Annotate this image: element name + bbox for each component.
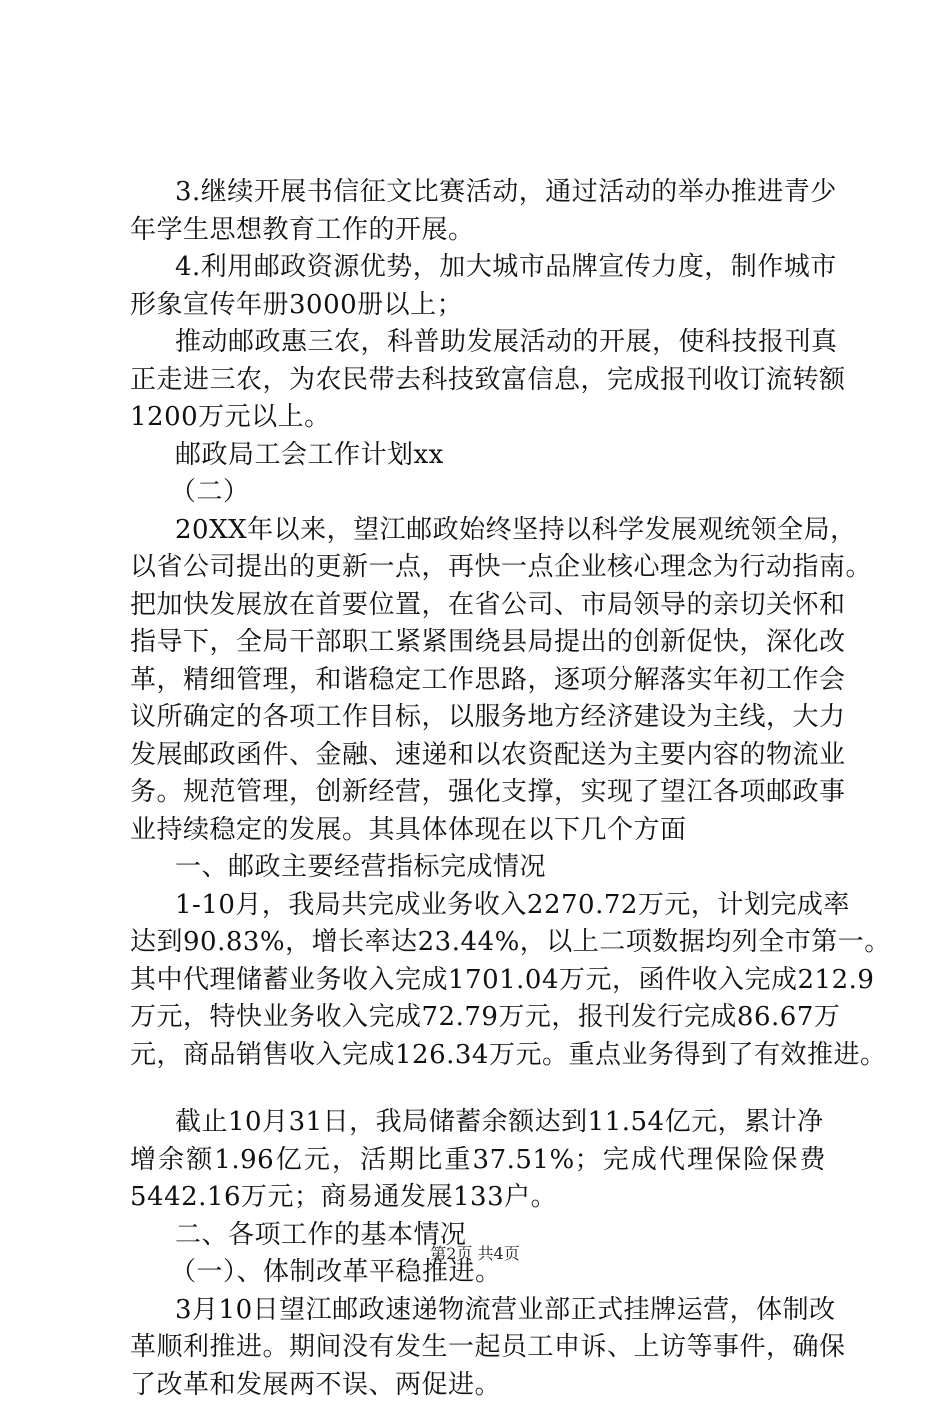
paragraph-line: 1200万元以上。 [130,399,830,437]
paragraph-line: 议所确定的各项工作目标，以服务地方经济建设为主线，大力 [130,699,830,737]
paragraph-line: 年学生思想教育工作的开展。 [130,212,830,250]
paragraph-line: 4.利用邮政资源优势，加大城市品牌宣传力度，制作城市 [130,249,830,287]
paragraph-line: 推动邮政惠三农，科普助发展活动的开展，使科技报刊真 [130,324,830,362]
paragraph-line: 务。规范管理，创新经营，强化支撑，实现了望江各项邮政事 [130,774,830,812]
paragraph-gap [130,1074,830,1104]
paragraph-line: 正走进三农，为农民带去科技致富信息，完成报刊收订流转额 [130,362,830,400]
paragraph-line: 20XX年以来，望江邮政始终坚持以科学发展观统领全局， [130,512,830,550]
paragraph-line: 发展邮政函件、金融、速递和以农资配送为主要内容的物流业 [130,737,830,775]
paragraph-line: 其中代理储蓄业务收入完成1701.04万元，函件收入完成212.9 [130,962,830,1000]
subsection-heading: （一）、体制改革平稳推进。 [130,1254,830,1292]
paragraph-line: 了改革和发展两不误、两促进。 [130,1367,830,1404]
paragraph-line: 增余额1.96亿元，活期比重37.51%；完成代理保险保费 [130,1142,826,1180]
paragraph-line: 革顺利推进。期间没有发生一起员工申诉、上访等事件，确保 [130,1329,830,1367]
paragraph-line: 把加快发展放在首要位置，在省公司、市局领导的亲切关怀和 [130,587,830,625]
section-heading: 二、各项工作的基本情况 [130,1217,830,1255]
paragraph-line: 截止10月31日，我局储蓄余额达到11.54亿元，累计净 [130,1104,830,1142]
paragraph-line: 5442.16万元；商易通发展133户。 [130,1179,830,1217]
paragraph-line: 业持续稳定的发展。其具体体现在以下几个方面 [130,812,830,850]
document-body [130,174,830,1404]
section-title: 邮政局工会工作计划xx [130,437,830,475]
paragraph-line: 元，商品销售收入完成126.34万元。重点业务得到了有效推进。 [130,1037,830,1075]
section-number: （二） [130,474,830,512]
paragraph-line: 1-10月，我局共完成业务收入2270.72万元，计划完成率 [130,887,830,925]
paragraph-line: 3月10日望江邮政速递物流营业部正式挂牌运营，体制改 [130,1292,830,1330]
paragraph-line: 以省公司提出的更新一点，再快一点企业核心理念为行动指南。 [130,549,830,587]
paragraph-line: 形象宣传年册3000册以上； [130,287,830,325]
section-heading: 一、邮政主要经营指标完成情况 [130,849,830,887]
paragraph-line: 3.继续开展书信征文比赛活动，通过活动的举办推进青少 [130,174,830,212]
page-footer: 第2页 共4页 [0,1244,950,1264]
paragraph-line: 万元，特快业务收入完成72.79万元，报刊发行完成86.67万 [130,999,830,1037]
paragraph-line: 达到90.83%，增长率达23.44%，以上二项数据均列全市第一。 [130,924,830,962]
paragraph-line: 指导下，全局干部职工紧紧围绕县局提出的创新促快，深化改 [130,624,830,662]
paragraph-line: 革，精细管理，和谐稳定工作思路，逐项分解落实年初工作会 [130,662,830,700]
